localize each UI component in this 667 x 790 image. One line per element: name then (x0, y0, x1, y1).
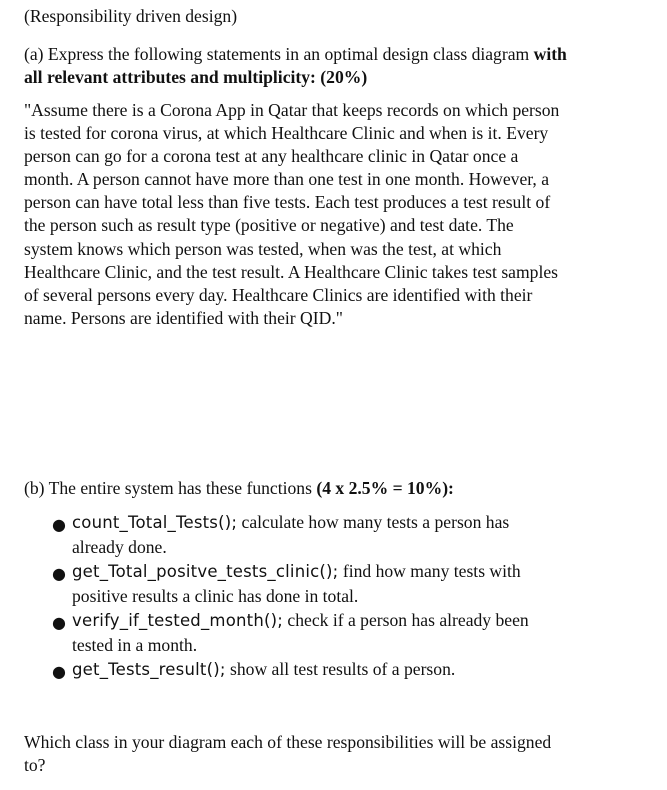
function-desc: calculate how many tests a person has (237, 512, 510, 532)
function-desc-cont: already done. (72, 537, 167, 557)
list-item (0, 560, 667, 609)
function-name: get_Total_positve_tests_clinic(); (72, 562, 339, 581)
heading: (Responsibility driven design) (24, 6, 238, 26)
part-a-prefix: (a) Express the following statements in an optimal design class diagram (24, 44, 534, 64)
function-name: verify_if_tested_month(); (72, 611, 284, 630)
scenario-paragraph (24, 99, 624, 330)
bullet-icon: ● (52, 515, 66, 534)
scenario-line: person can go for a corona test at any healthcare clinic in Qatar once a (24, 146, 519, 167)
function-desc-cont: tested in a month. (72, 635, 198, 655)
part-b-prefix: (b) The entire system has these functions (24, 478, 317, 498)
function-desc: find how many tests with (338, 561, 521, 581)
function-name: count_Total_Tests(); (72, 513, 238, 532)
final-question (24, 731, 624, 777)
scenario-line: month. A person cannot have more than one test in one month. However, a (24, 169, 550, 190)
function-desc-cont: positive results a clinic has done in total. (72, 586, 359, 606)
bullet-icon: ● (52, 613, 66, 632)
scenario-line: name. Persons are identified with their QID." (24, 307, 343, 328)
list-item (0, 658, 667, 707)
part-b-question (24, 477, 454, 499)
scenario-line: of several persons every day. Healthcare Clinics are identified with their (24, 284, 533, 305)
part-a-bold-1: with (533, 44, 567, 64)
bullet-icon: ● (52, 564, 66, 583)
bullet-icon: ● (52, 662, 66, 681)
function-desc: check if a person has already been (283, 610, 529, 630)
final-question-line: to? (24, 755, 46, 775)
function-desc: show all test results of a person. (225, 659, 456, 679)
part-a-question-line-2: all relevant attributes and multiplicity: (20%) (24, 67, 368, 87)
scenario-line: "Assume there is a Corona App in Qatar that keeps records on which person (24, 100, 560, 120)
function-name: get_Tests_result(); (72, 660, 226, 679)
part-a-question-line-1 (24, 43, 567, 65)
scenario-line: system knows which person was tested, when was the test, at which (24, 238, 502, 259)
scenario-line: is tested for corona virus, at which Healthcare Clinic and when is it. Every (24, 123, 549, 144)
scenario-line: the person such as result type (positive or negative) and test date. The (24, 215, 514, 236)
part-b-bold: (4 x 2.5% = 10%): (316, 478, 454, 498)
list-item (0, 609, 667, 658)
final-question-line: Which class in your diagram each of these responsibilities will be assigned (24, 732, 552, 752)
scenario-line: person can have total less than five tests. Each test produces a test result of (24, 192, 551, 213)
scenario-line: Healthcare Clinic, and the test result. A Healthcare Clinic takes test samples (24, 261, 558, 282)
function-list (0, 511, 667, 707)
list-item (0, 511, 667, 560)
